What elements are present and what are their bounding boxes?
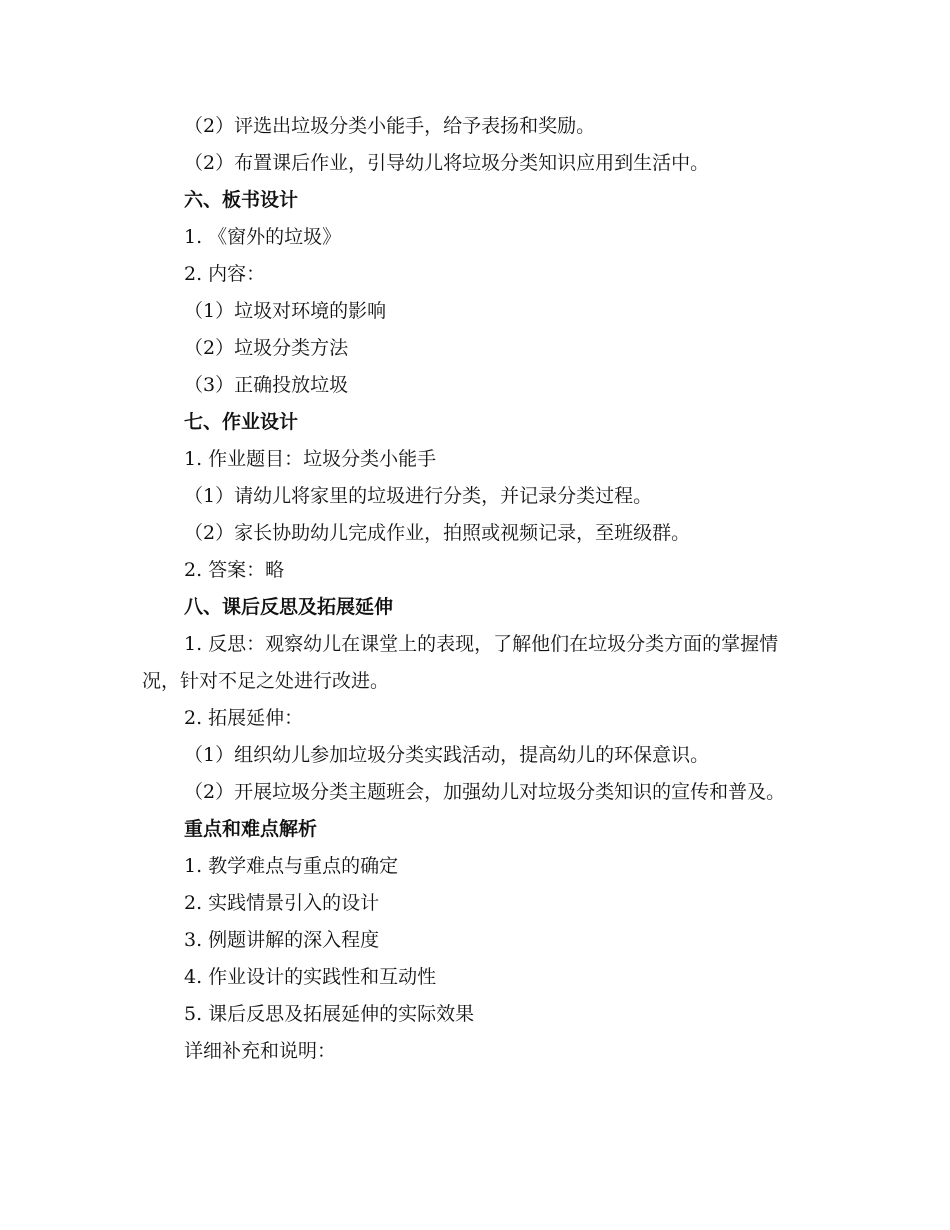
list-item: 4. 作业设计的实践性和互动性 <box>184 966 437 988</box>
section-heading-homework-design: 七、作业设计 <box>184 411 299 433</box>
list-item: 详细补充和说明： <box>184 1040 337 1062</box>
list-item: （3）正确投放垃圾 <box>184 374 349 396</box>
list-item: （1）组织幼儿参加垃圾分类实践活动，提高幼儿的环保意识。 <box>184 744 710 766</box>
list-item: （2）垃圾分类方法 <box>184 337 349 359</box>
list-item: （2）家长协助幼儿完成作业，拍照或视频记录，至班级群。 <box>184 522 691 544</box>
list-item: 1. 《窗外的垃圾》 <box>184 226 342 248</box>
list-item: 3. 例题讲解的深入程度 <box>184 929 380 951</box>
list-item: 1. 作业题目：垃圾分类小能手 <box>184 448 437 470</box>
section-heading-board-design: 六、板书设计 <box>184 189 299 211</box>
list-item: 2. 实践情景引入的设计 <box>184 892 380 914</box>
section-heading-key-points: 重点和难点解析 <box>184 818 318 840</box>
list-item: （2）布置课后作业，引导幼儿将垃圾分类知识应用到生活中。 <box>184 152 710 174</box>
list-item: （2）评选出垃圾分类小能手，给予表扬和奖励。 <box>184 115 596 137</box>
list-item: 2. 拓展延伸： <box>184 707 304 729</box>
list-item: （1）垃圾对环境的影响 <box>184 300 387 322</box>
list-item: 5. 课后反思及拓展延伸的实际效果 <box>184 1003 475 1025</box>
list-item: 1. 教学难点与重点的确定 <box>184 855 399 877</box>
list-item: （1）请幼儿将家里的垃圾进行分类，并记录分类过程。 <box>184 485 653 507</box>
section-heading-reflection: 八、课后反思及拓展延伸 <box>184 596 394 618</box>
paragraph-reflection: 1. 反思：观察幼儿在课堂上的表现，了解他们在垃圾分类方面的掌握情况，针对不足之处进行改进。 <box>142 633 779 692</box>
list-item: 2. 答案：略 <box>184 559 285 581</box>
document-body <box>142 108 810 1070</box>
paragraph-class-meeting: （2）开展垃圾分类主题班会，加强幼儿对垃圾分类知识的宣传和普及。 <box>184 781 786 803</box>
list-item: 2. 内容： <box>184 263 266 285</box>
